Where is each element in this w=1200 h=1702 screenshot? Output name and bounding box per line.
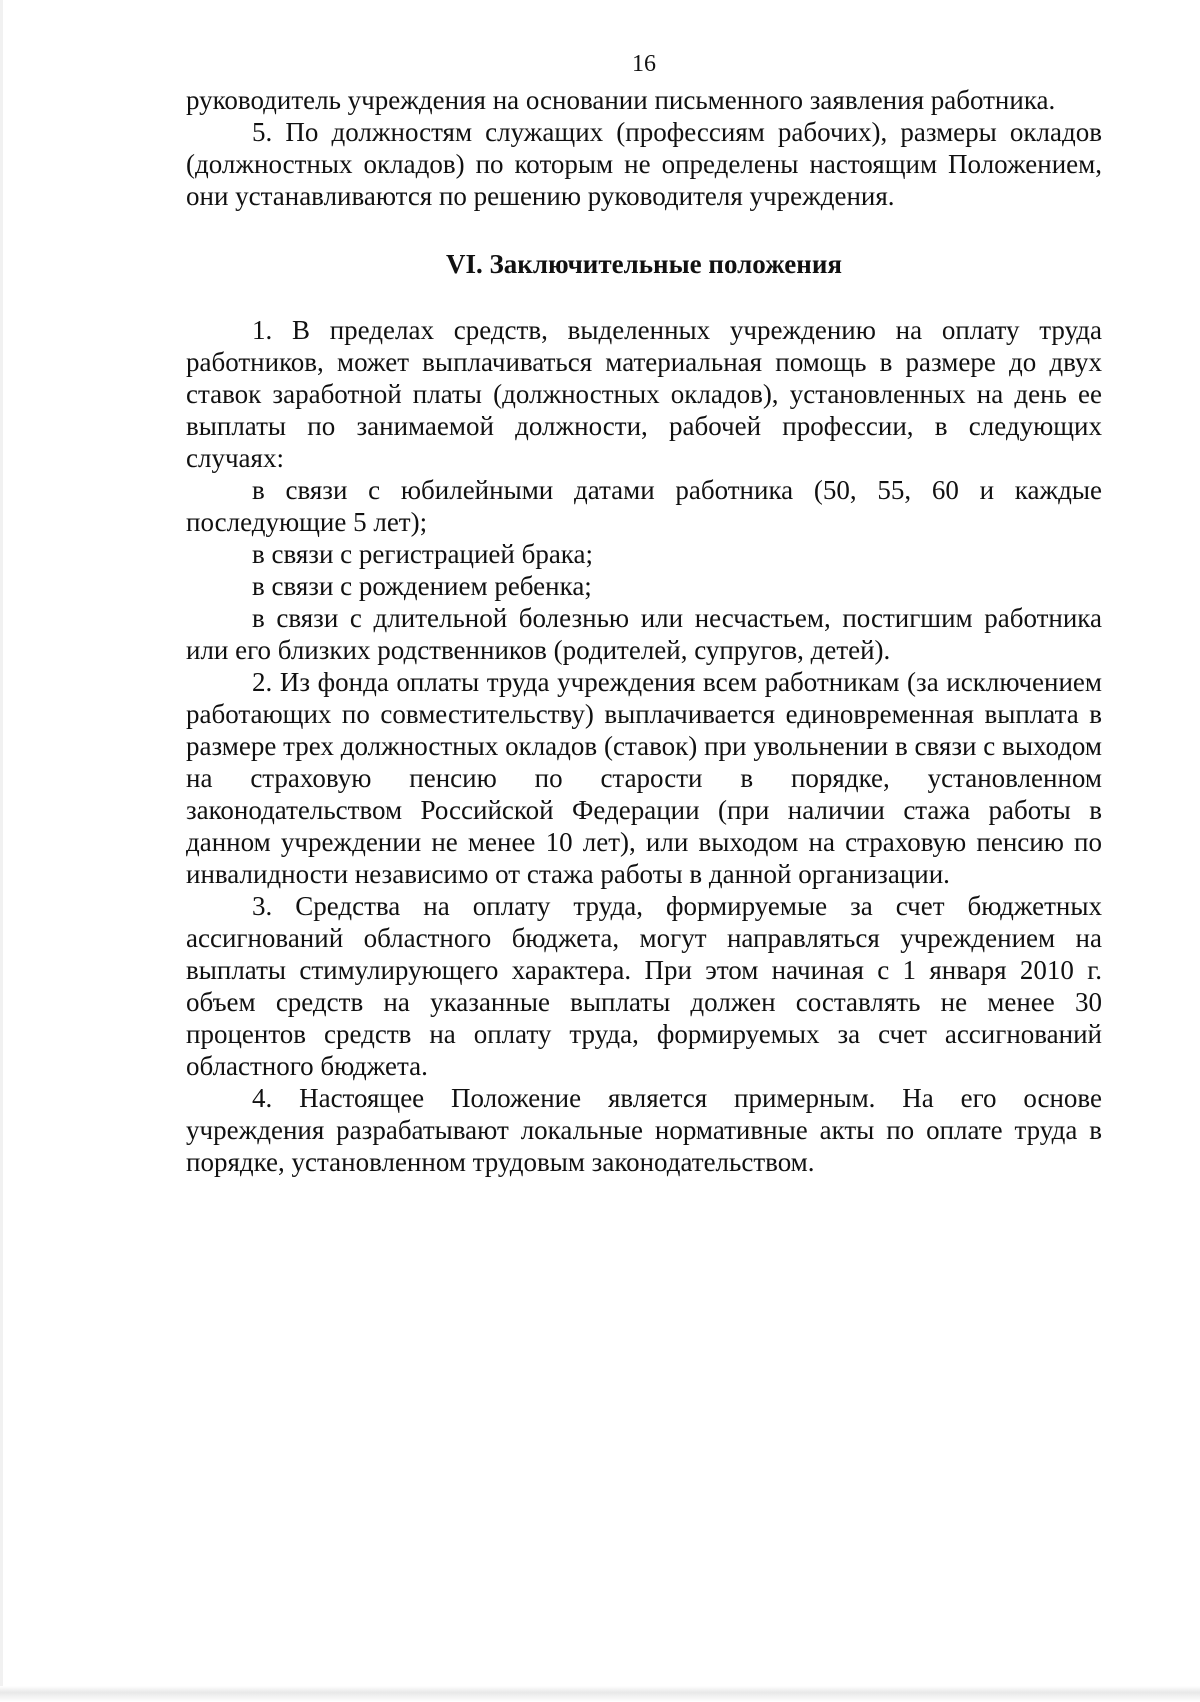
case-item-1: в связи с юбилейными датами работника (50, 55, 60 и каждые последующие 5 лет);: [186, 475, 1102, 537]
scan-edge-bottom: [0, 1686, 1200, 1702]
paragraph-intro-1: руководитель учреждения на основании письменного заявления работника.: [186, 85, 1056, 115]
case-item-4: в связи с длительной болезнью или несчастьем, постигшим работника или его близких родственников (родителей, супругов, детей).: [186, 603, 1102, 665]
page-number: 16: [632, 51, 656, 77]
paragraph-intro-2: 5. По должностям служащих (профессиям рабочих), размеры окладов (должностных окладов) по которым не определены настоящим Положением, они устанавливаются по решению руководителя учреждения.: [186, 117, 1102, 211]
paragraph-1: 1. В пределах средств, выделенных учреждению на оплату труда работников, может выплачиваться материальная помощь в размере до двух ставок заработной платы (должностных окладов), установленных на день ее выплаты по занимаемой должности, рабочей профессии, в следующих случаях:: [186, 315, 1102, 473]
paragraph-4: 4. Настоящее Положение является примерным. На его основе учреждения разрабатывают локальные нормативные акты по оплате труда в порядке, установленном трудовым законодательством.: [186, 1083, 1102, 1177]
case-item-2: в связи с регистрацией брака;: [252, 539, 593, 569]
paragraph-3: 3. Средства на оплату труда, формируемые за счет бюджетных ассигнований областного бюджета, могут направляться учреждением на выплаты стимулирующего характера. При этом начиная с 1 января 2010 г. объем средств на указанные выплаты должен составлять не менее 30 процентов средств на оплату труда, формируемых за счет ассигнований областного бюджета.: [186, 891, 1102, 1081]
case-item-3: в связи с рождением ребенка;: [252, 571, 592, 601]
section-heading: VI. Заключительные положения: [446, 249, 842, 279]
document-content: [186, 48, 1102, 1178]
paragraph-2: 2. Из фонда оплаты труда учреждения всем работникам (за исключением работающих по совместительству) выплачивается единовременная выплата в размере трех должностных окладов (ставок) при увольнении в связи с выходом на страховую пенсию по старости в порядке, установленном законодательством Российской Федерации (при наличии стажа работы в данном учреждении не менее 10 лет), или выходом на страховую пенсию по инвалидности независимо от стажа работы в данной организации.: [186, 667, 1102, 889]
scan-edge-left: [0, 0, 3, 1702]
